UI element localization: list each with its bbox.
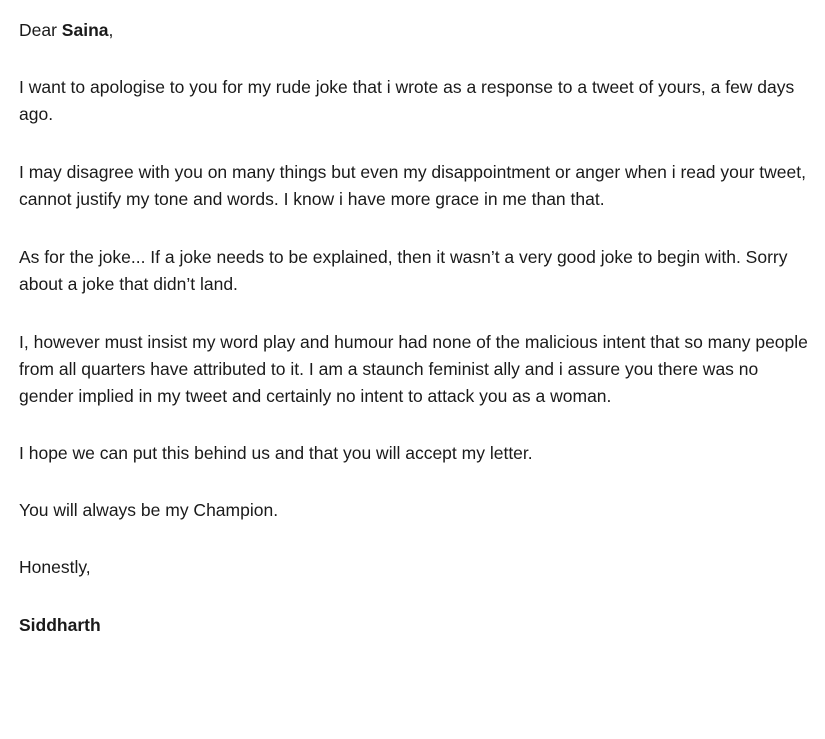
signature: Siddharth bbox=[19, 615, 101, 635]
paragraph-hope: I hope we can put this behind us and that you will accept my letter. bbox=[19, 443, 533, 463]
greeting-suffix: , bbox=[108, 20, 114, 40]
recipient-name: Saina bbox=[61, 20, 109, 40]
paragraph-intent: I, however must insist my word play and humour had none of the malicious intent that so many people from all quarters have attributed to it. I am a staunch feminist ally and i assure you there was no gender implied in my tweet and certainly no intent to attack you as a woman. bbox=[19, 332, 808, 406]
paragraph-champion: You will always be my Champion. bbox=[19, 500, 279, 520]
greeting bbox=[19, 17, 811, 44]
greeting-prefix: Dear bbox=[19, 20, 62, 40]
closing: Honestly, bbox=[19, 557, 91, 577]
paragraph-apology: I want to apologise to you for my rude joke that i wrote as a response to a tweet of yours, a few days ago. bbox=[19, 77, 795, 124]
paragraph-disagreement: I may disagree with you on many things but even my disappointment or anger when i read your tweet, cannot justify my tone and words. I know i have more grace in me than that. bbox=[19, 162, 806, 209]
paragraph-joke: As for the joke... If a joke needs to be explained, then it wasn’t a very good joke to begin with. Sorry about a joke that didn’t land. bbox=[19, 247, 788, 294]
